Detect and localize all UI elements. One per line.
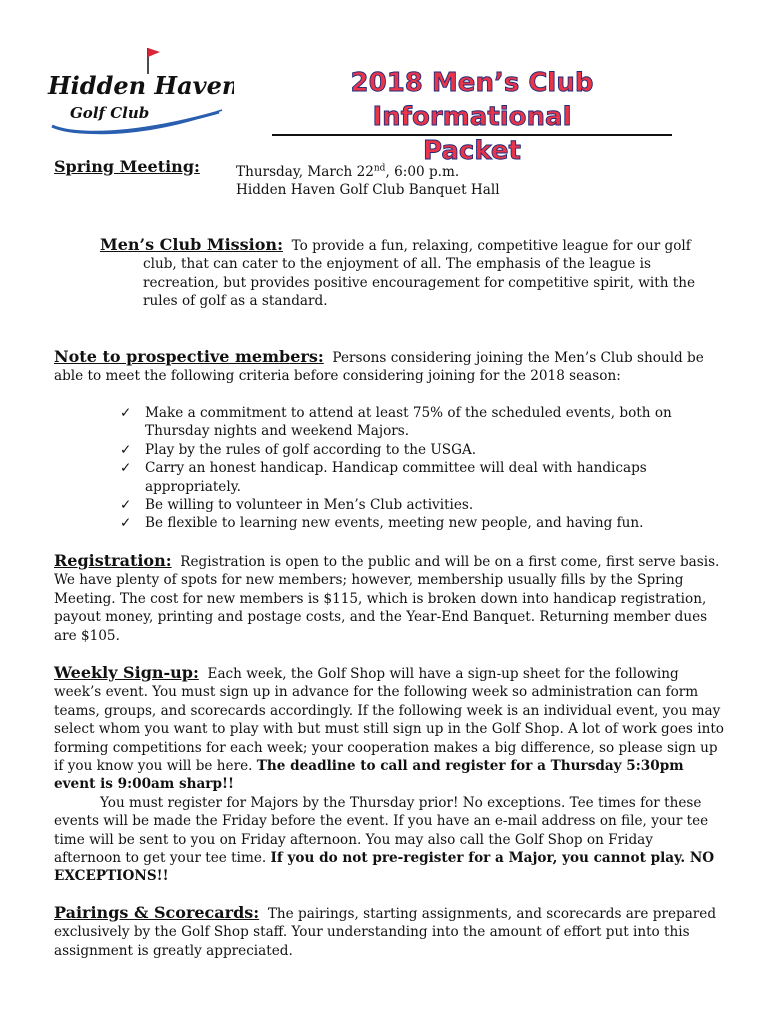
list-item: ✓ Make a commitment to attend at least 75% of the scheduled events, both on Thursday nights and weekend Majors.: [120, 405, 672, 440]
note-text: Persons considering joining the Men’s Club should be able to meet the following criteria before considering joining for the 2018 season:: [54, 350, 704, 385]
registration-section: [54, 552, 724, 645]
pairings-text: The pairings, starting assignments, and scorecards are prepared exclusively by the Golf Shop staff. Your understanding into the amount of effort put into this assignment is greatly appreciated.: [54, 906, 717, 959]
majors-text: You must register for Majors by the Thursday prior! No exceptions. Tee times for these events will be made the Friday before the event. If you have an e-mail address on file, your tee time will be sent to you on Friday afternoon. You may also call the Golf Shop on Friday afternoon to get your tee time.: [54, 794, 709, 867]
title-line-1: 2018 Men’s Club Informational: [350, 68, 594, 132]
pairings-heading: Pairings & Scorecards:: [54, 903, 260, 922]
mission-text-rest: club, that can cater to the enjoyment of all. The emphasis of the league is recreation, but provides positive encouragement for competitive spirit, with the rules of golf as a standard.: [143, 256, 696, 310]
checkmark-icon: ✓: [120, 405, 132, 421]
list-item: ✓ Be flexible to learning new events, meeting new people, and having fun.: [120, 515, 644, 532]
note-heading: Note to prospective members:: [54, 347, 324, 366]
list-item: ✓ Be willing to volunteer in Men’s Club activities.: [120, 497, 474, 514]
list-item: ✓ Carry an honest handicap. Handicap committee will deal with handicaps appropriately.: [120, 460, 647, 495]
title-divider: [272, 134, 672, 136]
checkmark-icon: ✓: [120, 515, 132, 532]
spring-meeting-details: [236, 163, 500, 200]
logo-text-main: Hidden Haven: [48, 71, 234, 100]
signup-text: Each week, the Golf Shop will have a sign-up sheet for the following week’s event. You must sign up in advance for the following week so administration can form teams, groups, and scorecards accordingly. If the following week is an individual event, you may select whom you want to play with but must still sign up in the Golf Shop. A lot of work goes into forming competitions for each week; your cooperation makes a big difference, so please sign up if you know you will be here.: [54, 666, 724, 775]
pairings-section: [54, 904, 724, 960]
signup-section: [54, 664, 724, 886]
spring-meeting-heading: Spring Meeting:: [54, 157, 200, 176]
golf-flag-logo-graphic: [44, 40, 234, 140]
signup-deadline: The deadline to call and register for a Thursday 5:30pm event is 9:00am sharp!!: [54, 758, 684, 793]
spring-meeting-date: Thursday, March 22nd, 6:00 p.m.: [236, 163, 460, 180]
note-section: [54, 348, 724, 386]
signup-heading: Weekly Sign-up:: [54, 663, 199, 682]
mission-heading: Men’s Club Mission:: [100, 235, 283, 254]
majors-warning: If you do not pre-register for a Major, you cannot play. NO EXCEPTIONS!!: [54, 850, 715, 885]
spring-meeting-location: Hidden Haven Golf Club Banquet Hall: [236, 182, 500, 199]
checkmark-icon: ✓: [120, 441, 132, 458]
registration-text: Registration is open to the public and will be on a first come, first serve basis. We have plenty of spots for new members; however, membership usually fills by the Spring Meeting. The cost for new members is $115, which is broken down into handicap registration, payout money, printing and postage costs, and the Year-End Banquet. Returning member dues are $105.: [54, 554, 720, 644]
registration-heading: Registration:: [54, 551, 172, 570]
logo-text-sub: Golf Club: [70, 104, 150, 122]
checkmark-icon: ✓: [120, 460, 132, 477]
checkmark-icon: ✓: [120, 497, 132, 514]
club-logo: [44, 40, 234, 140]
majors-paragraph: [54, 794, 724, 886]
mission-section: [100, 236, 706, 311]
mission-text-first: To provide a fun, relaxing, competitive league for our golf: [291, 238, 691, 254]
criteria-list: [120, 404, 680, 533]
page-title: [262, 66, 682, 168]
title-line-2: Packet: [423, 136, 521, 166]
list-item: ✓ Play by the rules of golf according to the USGA.: [120, 441, 477, 458]
